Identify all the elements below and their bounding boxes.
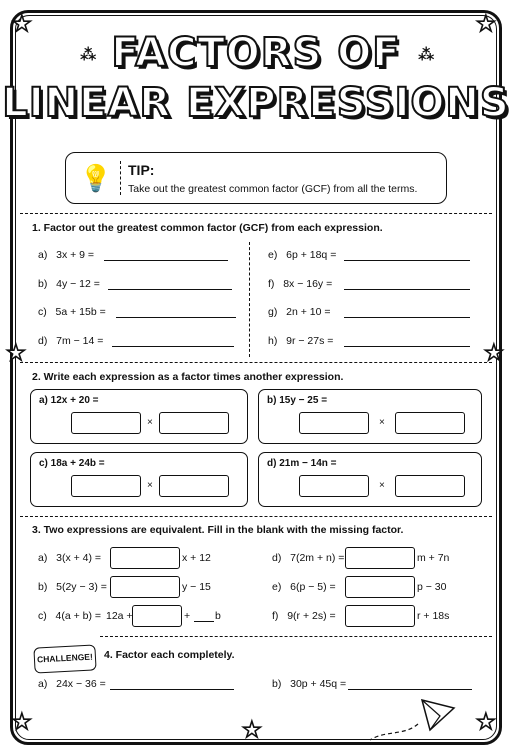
box-label: b) 15y − 25 =: [267, 395, 328, 406]
factor-input[interactable]: [71, 412, 141, 434]
expression-input[interactable]: [395, 475, 465, 497]
question-2-heading: 2. Write each expression as a factor times another expression.: [32, 371, 344, 383]
section-divider: [20, 213, 492, 214]
star-icon: ★: [12, 710, 32, 735]
item-letter: a): [38, 249, 48, 261]
item-letter: c): [38, 306, 47, 318]
item-expression: 6p + 18q =: [286, 249, 337, 261]
factor-input[interactable]: [71, 475, 141, 497]
factor-box-d: [258, 452, 482, 507]
question-1e: [268, 249, 336, 261]
box-label: d) 21m − 14n =: [267, 458, 337, 469]
missing-factor-input[interactable]: [110, 547, 180, 569]
question-3d: [272, 552, 344, 564]
star-icon: ★: [484, 341, 504, 366]
item-expression: 4(a + b) =: [55, 610, 102, 622]
answer-line[interactable]: [104, 260, 228, 261]
expression-input[interactable]: [395, 412, 465, 434]
section-divider: [20, 516, 492, 517]
answer-line[interactable]: [348, 689, 472, 690]
question-3f: [272, 610, 336, 622]
item-expression: 30p + 45q =: [290, 678, 347, 690]
question-4-heading: 4. Factor each completely.: [104, 649, 235, 661]
star-icon: ★: [242, 718, 262, 743]
item-letter: g): [268, 306, 278, 318]
question-3a: [38, 552, 101, 564]
item-result: y − 15: [182, 581, 211, 593]
question-1g: [268, 306, 330, 318]
sparkle-icon: ⁂: [418, 45, 435, 64]
box-label: c) 18a + 24b =: [39, 458, 105, 469]
star-icon: ★: [476, 12, 496, 37]
item-result: r + 18s: [417, 610, 450, 622]
question-1f: [268, 278, 332, 290]
answer-line[interactable]: [194, 621, 214, 622]
tip-heading: TIP:: [128, 162, 155, 178]
question-3e: [272, 581, 336, 593]
item-letter: b): [38, 581, 48, 593]
expression-input[interactable]: [159, 475, 229, 497]
answer-line[interactable]: [344, 260, 470, 261]
item-letter: c): [38, 610, 47, 622]
item-expression: 6(p − 5) =: [290, 581, 336, 593]
answer-line[interactable]: [116, 317, 236, 318]
factor-box-c: [30, 452, 248, 507]
item-letter: f): [268, 278, 275, 290]
answer-line[interactable]: [344, 317, 470, 318]
tip-divider: [120, 161, 121, 195]
question-1-heading: 1. Factor out the greatest common factor (GCF) from each expression.: [32, 222, 383, 234]
item-expression: 7m − 14 =: [56, 335, 104, 347]
star-icon: ★: [12, 12, 32, 37]
item-letter: e): [272, 581, 282, 593]
item-result: p − 30: [417, 581, 447, 593]
item-expression: 7(2m + n) =: [290, 552, 345, 564]
column-divider: [249, 242, 250, 357]
missing-factor-input[interactable]: [110, 576, 180, 598]
times-symbol: ×: [147, 480, 153, 491]
factor-box-a: [30, 389, 248, 444]
box-label: a) 12x + 20 =: [39, 395, 99, 406]
item-expression: 4y − 12 =: [56, 278, 100, 290]
missing-factor-input[interactable]: [132, 605, 182, 627]
tip-box: [65, 152, 447, 204]
item-result: x + 12: [182, 552, 211, 564]
star-icon: ★: [476, 710, 496, 735]
item-result: b: [215, 610, 221, 622]
item-expression: 5a + 15b =: [55, 306, 106, 318]
item-letter: b): [38, 278, 48, 290]
item-letter: d): [38, 335, 48, 347]
item-expression: 8x − 16y =: [283, 278, 333, 290]
times-symbol: ×: [147, 417, 153, 428]
item-letter: b): [272, 678, 282, 690]
title-line-1: FACTORS OF: [111, 30, 401, 76]
item-expression: 9(r + 2s) =: [287, 610, 336, 622]
question-1d: [38, 335, 103, 347]
expression-input[interactable]: [159, 412, 229, 434]
item-letter: a): [38, 678, 48, 690]
answer-line[interactable]: [108, 289, 232, 290]
missing-factor-input[interactable]: [345, 605, 415, 627]
question-3b: [38, 581, 107, 593]
question-1a: [38, 249, 94, 261]
lightbulb-icon: 💡: [79, 164, 113, 194]
item-expression: 24x − 36 =: [56, 678, 106, 690]
times-symbol: ×: [379, 417, 385, 428]
item-plus: +: [184, 610, 191, 622]
question-3-heading: 3. Two expressions are equivalent. Fill in the blank with the missing factor.: [32, 524, 404, 536]
question-1h: [268, 335, 333, 347]
times-symbol: ×: [379, 480, 385, 491]
answer-line[interactable]: [344, 289, 470, 290]
question-4a: [38, 678, 106, 690]
question-1c: [38, 306, 106, 318]
tip-text: Take out the greatest common factor (GCF) from all the terms.: [128, 183, 418, 195]
paper-plane-icon: [360, 694, 460, 744]
item-letter: f): [272, 610, 279, 622]
item-letter: d): [272, 552, 282, 564]
missing-factor-input[interactable]: [345, 547, 415, 569]
question-1b: [38, 278, 100, 290]
item-letter: a): [38, 552, 48, 564]
missing-factor-input[interactable]: [345, 576, 415, 598]
star-icon: ★: [6, 341, 26, 366]
factor-input[interactable]: [299, 412, 369, 434]
item-letter: h): [268, 335, 278, 347]
factor-input[interactable]: [299, 475, 369, 497]
item-expression: 2n + 10 =: [286, 306, 331, 318]
item-prefix: 12a +: [106, 610, 133, 622]
title-line-2: LINEAR EXPRESSIONS: [2, 80, 510, 126]
item-expression: 3x + 9 =: [56, 249, 95, 261]
section-divider: [100, 636, 492, 637]
item-result: m + 7n: [417, 552, 450, 564]
factor-box-b: [258, 389, 482, 444]
item-expression: 3(x + 4) =: [56, 552, 102, 564]
item-expression: 5(2y − 3) =: [56, 581, 107, 593]
sparkle-icon: ⁂: [80, 45, 97, 64]
item-letter: e): [268, 249, 278, 261]
question-4b: [272, 678, 346, 690]
section-divider: [20, 362, 492, 363]
answer-line[interactable]: [110, 689, 234, 690]
challenge-badge: CHALLENGE!: [33, 644, 96, 673]
question-3c: [38, 610, 101, 622]
item-expression: 9r − 27s =: [286, 335, 334, 347]
answer-line[interactable]: [112, 346, 234, 347]
answer-line[interactable]: [344, 346, 470, 347]
